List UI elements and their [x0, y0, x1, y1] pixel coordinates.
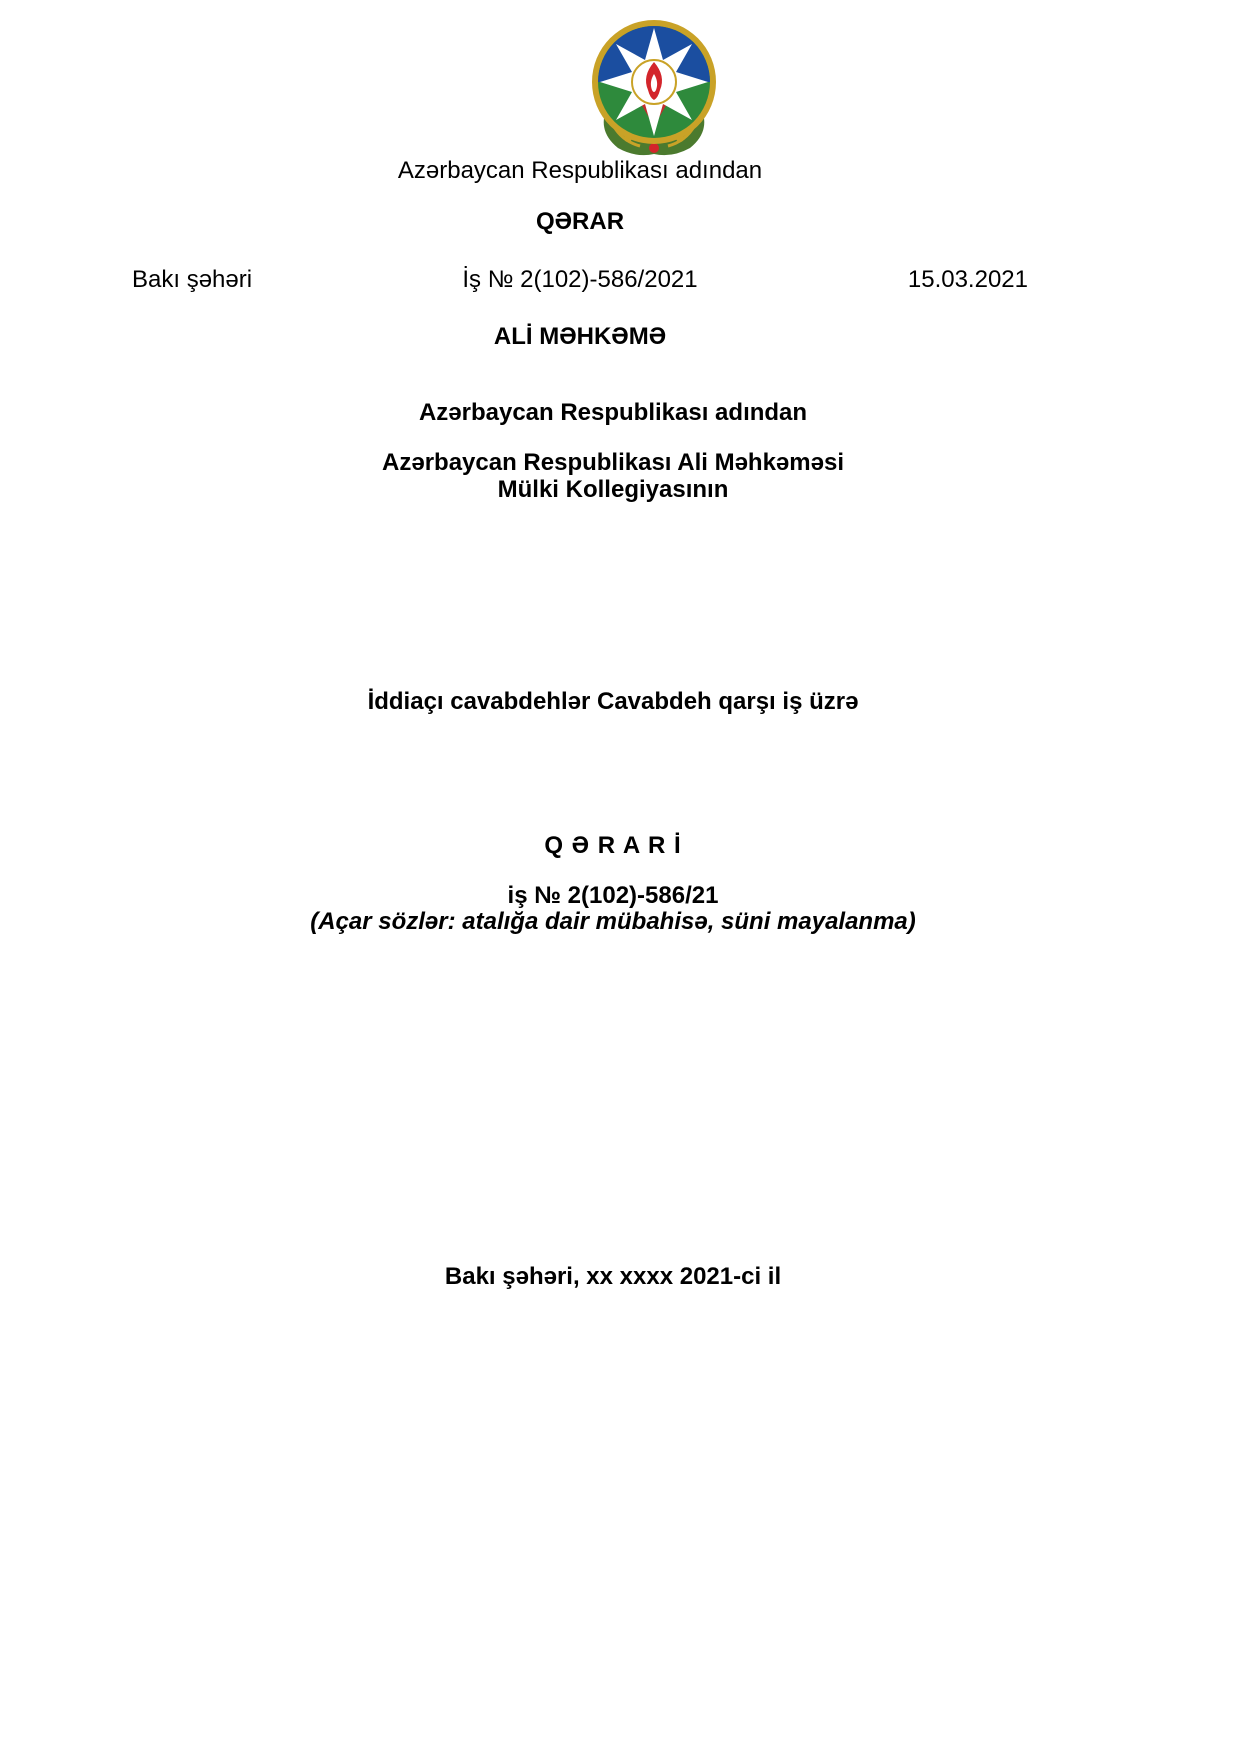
decision-case-number: iş № 2(102)-586/21: [507, 882, 719, 909]
state-emblem-icon: [588, 14, 720, 160]
header-date: 15.03.2021: [907, 266, 1028, 293]
collegium-line-2: Mülki Kollegiyasının: [497, 476, 729, 503]
header-case-number: İş № 2(102)-586/2021: [462, 266, 698, 293]
header-city: Bakı şəhəri: [132, 266, 253, 293]
collegium-line-1: Azərbaycan Respublikası Ali Məhkəməsi: [382, 449, 844, 476]
decision-title: Q Ə R A R İ: [544, 832, 682, 859]
footer-place-date: Bakı şəhəri, xx xxxx 2021-ci il: [444, 1263, 782, 1290]
page-title: QƏRAR: [535, 208, 625, 235]
keywords-line: (Açar sözlər: atalığa dair mübahisə, süni mayalanma): [310, 908, 916, 935]
on-behalf-line: Azərbaycan Respublikası adından: [418, 399, 808, 426]
header-subtitle: Azərbaycan Respublikası adından: [397, 157, 763, 184]
court-name: ALİ MƏHKƏMƏ: [493, 323, 667, 350]
parties-line: İddiaçı cavabdehlər Cavabdeh qarşı iş üzrə: [367, 688, 859, 715]
